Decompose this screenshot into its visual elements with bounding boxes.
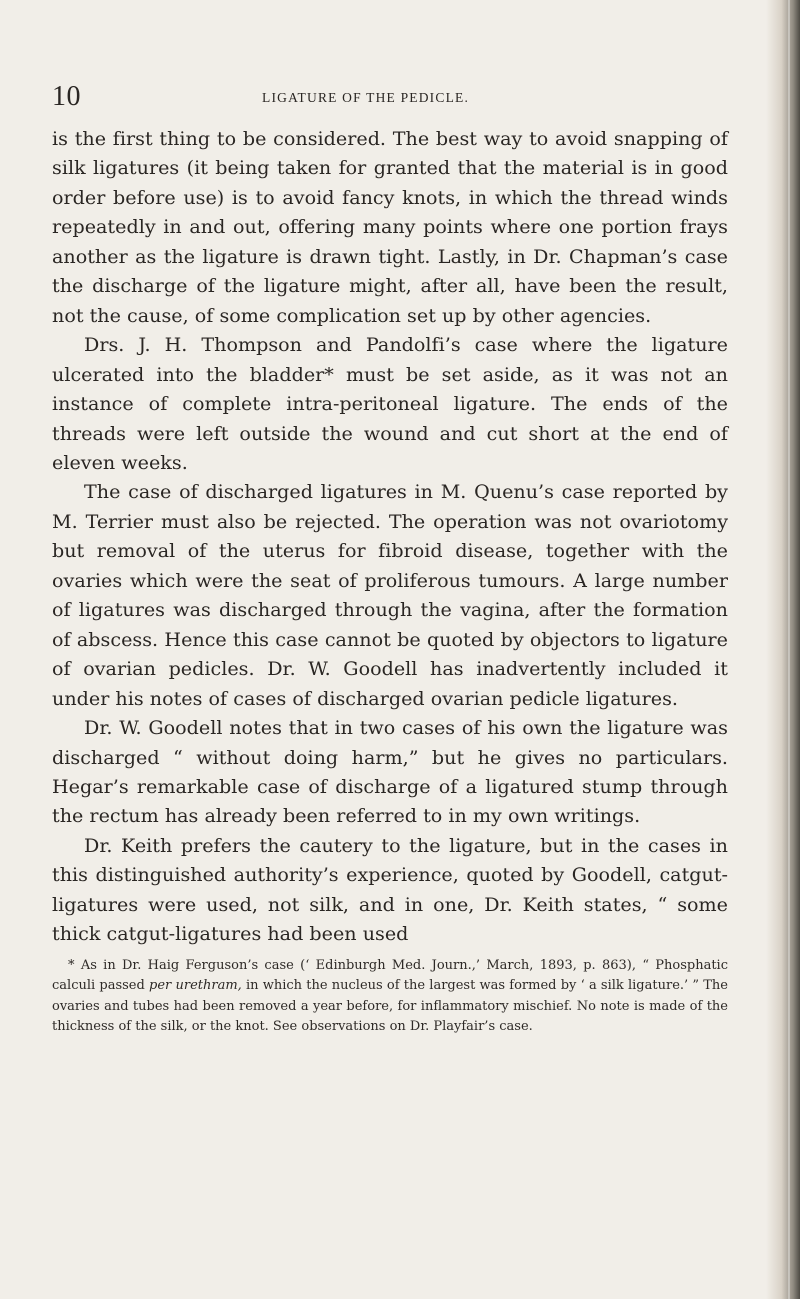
scan-page-edge: [766, 0, 800, 1299]
paragraph-2: Drs. J. H. Thompson and Pandolfi’s case where the ligature ulcerated into the bladder* must be set aside, as it was not an instance of complete intra-peritoneal ligature. The ends of the threads were left outside the wound and cut short at the end of eleven weeks.: [52, 333, 728, 474]
footnote-text-part-1: As in Dr. Haig Ferguson’s case (‘ Edinburgh Med. Journ.,’ March, 1893, p. 863), “ Phosphatic calculi passed: [52, 957, 728, 994]
footnote-italic-text: per urethram,: [149, 978, 242, 994]
footnote: [52, 956, 728, 1038]
book-page: [52, 81, 728, 1038]
page-header: [52, 81, 728, 122]
body-text: [52, 124, 728, 949]
paragraph-3: The case of discharged ligatures in M. Quenu’s case reported by M. Terrier must also be rejected. The operation was not ovariotomy but removal of the uterus for fibroid disease, together with the ovaries which were the seat of proliferous tumours. A large number of ligatures was discharged through the vagina, after the formation of abscess. Hence this case cannot be quoted by objectors to ligature of ovarian pedicles. Dr. W. Goodell has inadvertently included it under his notes of cases of discharged ovarian pedicle ligatures.: [52, 480, 728, 710]
page-number: 10: [52, 81, 81, 112]
paragraph-5: Dr. Keith prefers the cautery to the ligature, but in the cases in this distinguished authority’s experience, quoted by Goodell, catgut-ligatures were used, not silk, and in one, Dr. Keith states, “ some thick catgut-ligatures had been used: [52, 833, 728, 946]
footnote-marker: *: [68, 957, 75, 973]
running-head: LIGATURE OF THE PEDICLE.: [262, 90, 470, 105]
footnote-text-part-2: in which the nucleus of the largest was formed by ‘ a silk ligature.’ ” The ovaries and tubes had been removed a year before, for inflammatory mischief. No note is made of the thickness of the silk, or the knot. See observations on Dr. Playfair’s case.: [52, 978, 728, 1035]
paragraph-4: Dr. W. Goodell notes that in two cases of his own the ligature was discharged “ without doing harm,” but he gives no particulars. Hegar’s remarkable case of discharge of a ligatured stump through the rectum has already been referred to in my own writings.: [52, 716, 728, 828]
paragraph-1: is the first thing to be considered. The best way to avoid snapping of silk ligatures (it being taken for granted that the material is in good order before use) is to avoid fancy knots, in which the thread winds repeatedly in and out, offering many points where one portion frays another as the ligature is drawn tight. Lastly, in Dr. Chapman’s case the discharge of the ligature might, after all, have been the result, not the cause, of some complication set up by other agencies.: [52, 127, 728, 327]
